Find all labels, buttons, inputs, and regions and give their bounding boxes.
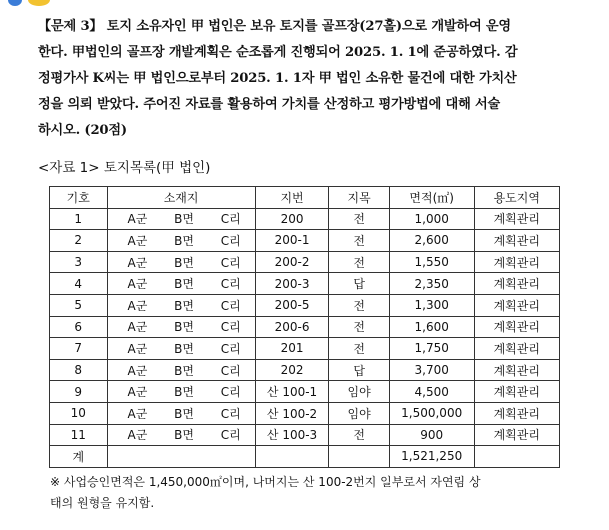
table-row — [50, 381, 560, 403]
cell-no: 9 — [50, 381, 108, 403]
cell-lot-number: 200-3 — [255, 273, 329, 295]
cell-lot-number: 산 100-2 — [255, 402, 329, 424]
cell-zoning: 계획관리 — [474, 251, 559, 273]
footnote-line: ※ 사업승인면적은 1,450,000㎡이며, 나머지는 산 100-2번지 일부로서 자연림 상 — [50, 475, 481, 489]
cell-location — [107, 359, 255, 381]
cell-gun: A군 — [127, 298, 148, 313]
cell-gun: A군 — [127, 406, 148, 421]
cell-ri: C리 — [220, 406, 241, 421]
cell-area: 1,500,000 — [389, 402, 474, 424]
table-row — [50, 294, 560, 316]
logo-blue-shape — [8, 0, 22, 6]
cell-no: 5 — [50, 294, 108, 316]
table-total-row — [50, 446, 560, 468]
table-header-row — [50, 187, 560, 209]
cell-lot-number: 산 100-3 — [255, 424, 329, 446]
cell-myeon: B면 — [174, 233, 194, 248]
cell-area: 1,300 — [389, 294, 474, 316]
cell-lot-number: 200-2 — [255, 251, 329, 273]
cell-land-category: 전 — [329, 251, 389, 273]
cell-gun: A군 — [127, 320, 148, 335]
cell-land-category: 답 — [329, 359, 389, 381]
cell-myeon: B면 — [174, 255, 194, 270]
cell-area: 900 — [389, 424, 474, 446]
header-location: 소재지 — [107, 187, 255, 209]
cell-zoning: 계획관리 — [474, 338, 559, 360]
problem-line: 정평가사 K씨는 甲 법인으로부터 2025. 1. 1자 甲 법인 소유한 물건에 대한 가치산 — [38, 71, 517, 86]
cell-area: 1,550 — [389, 251, 474, 273]
land-list-table — [49, 186, 560, 468]
cell-land-category: 전 — [329, 424, 389, 446]
cell-gun: A군 — [127, 428, 148, 443]
cell-land-category: 전 — [329, 338, 389, 360]
problem-line: 정을 의뢰 받았다. 주어진 자료를 활용하여 가치를 산정하고 평가방법에 대해 서술 — [38, 97, 501, 112]
cell-lot-number: 200 — [255, 208, 329, 230]
cell-location — [107, 273, 255, 295]
cell-zoning: 계획관리 — [474, 359, 559, 381]
cell-ri: C리 — [220, 385, 241, 400]
cell-myeon: B면 — [174, 277, 194, 292]
cell-gun: A군 — [127, 212, 148, 227]
cell-location — [107, 424, 255, 446]
cell-lot-number: 산 100-1 — [255, 381, 329, 403]
logo-yellow-shape — [28, 0, 50, 6]
cell-location — [107, 338, 255, 360]
cell-ri: C리 — [220, 320, 241, 335]
cell-location — [107, 230, 255, 252]
total-label: 계 — [50, 446, 108, 468]
problem-line: 한다. 甲법인의 골프장 개발계획은 순조롭게 진행되어 2025. 1. 1에 준공하였다. 감 — [38, 45, 518, 60]
table-row — [50, 316, 560, 338]
cell-lot-number: 200-5 — [255, 294, 329, 316]
total-empty-cell — [474, 446, 559, 468]
table-row — [50, 338, 560, 360]
cell-no: 11 — [50, 424, 108, 446]
cell-zoning: 계획관리 — [474, 208, 559, 230]
cell-zoning: 계획관리 — [474, 273, 559, 295]
cell-gun: A군 — [127, 233, 148, 248]
cell-zoning: 계획관리 — [474, 424, 559, 446]
table-row — [50, 402, 560, 424]
cell-land-category: 임야 — [329, 381, 389, 403]
cell-gun: A군 — [127, 363, 148, 378]
cell-myeon: B면 — [174, 385, 194, 400]
cell-location — [107, 251, 255, 273]
cell-no: 6 — [50, 316, 108, 338]
cell-area: 2,600 — [389, 230, 474, 252]
table-row — [50, 424, 560, 446]
cell-area: 3,700 — [389, 359, 474, 381]
cell-no: 8 — [50, 359, 108, 381]
cell-zoning: 계획관리 — [474, 294, 559, 316]
cell-land-category: 답 — [329, 273, 389, 295]
total-empty-cell — [255, 446, 329, 468]
footnote-line: 태의 원형을 유지함. — [50, 496, 155, 510]
problem-line: 하시오. (20점) — [38, 123, 127, 138]
cell-land-category: 전 — [329, 316, 389, 338]
cell-myeon: B면 — [174, 341, 194, 356]
header-zoning: 용도지역 — [474, 187, 559, 209]
cell-ri: C리 — [220, 212, 241, 227]
cell-lot-number: 200-6 — [255, 316, 329, 338]
cell-location — [107, 316, 255, 338]
cell-no: 7 — [50, 338, 108, 360]
cell-area: 1,000 — [389, 208, 474, 230]
table-row — [50, 273, 560, 295]
footnote — [50, 472, 565, 514]
cell-location — [107, 381, 255, 403]
cell-land-category: 전 — [329, 230, 389, 252]
cell-no: 10 — [50, 402, 108, 424]
header-no: 기호 — [50, 187, 108, 209]
cell-myeon: B면 — [174, 298, 194, 313]
cell-ri: C리 — [220, 428, 241, 443]
cell-no: 2 — [50, 230, 108, 252]
header-lot-number: 지번 — [255, 187, 329, 209]
header-land-category: 지목 — [329, 187, 389, 209]
cell-no: 4 — [50, 273, 108, 295]
cell-location — [107, 402, 255, 424]
total-empty-cell — [107, 446, 255, 468]
cell-myeon: B면 — [174, 406, 194, 421]
cell-myeon: B면 — [174, 212, 194, 227]
total-empty-cell — [329, 446, 389, 468]
cell-gun: A군 — [127, 277, 148, 292]
cell-lot-number: 201 — [255, 338, 329, 360]
cell-myeon: B면 — [174, 428, 194, 443]
cell-ri: C리 — [220, 363, 241, 378]
cell-zoning: 계획관리 — [474, 402, 559, 424]
cell-no: 1 — [50, 208, 108, 230]
cell-zoning: 계획관리 — [474, 230, 559, 252]
cell-myeon: B면 — [174, 363, 194, 378]
cell-location — [107, 294, 255, 316]
cell-ri: C리 — [220, 277, 241, 292]
cell-ri: C리 — [220, 341, 241, 356]
problem-statement — [38, 14, 568, 144]
cell-gun: A군 — [127, 341, 148, 356]
header-area: 면적(㎡) — [389, 187, 474, 209]
total-area: 1,521,250 — [389, 446, 474, 468]
cell-gun: A군 — [127, 255, 148, 270]
cell-area: 2,350 — [389, 273, 474, 295]
cell-land-category: 임야 — [329, 402, 389, 424]
cell-land-category: 전 — [329, 208, 389, 230]
section-title: <자료 1> 토지목록(甲 법인) — [38, 160, 211, 176]
cell-lot-number: 202 — [255, 359, 329, 381]
cell-ri: C리 — [220, 255, 241, 270]
table-row — [50, 359, 560, 381]
cell-area: 1,600 — [389, 316, 474, 338]
cell-lot-number: 200-1 — [255, 230, 329, 252]
cell-ri: C리 — [220, 233, 241, 248]
cell-ri: C리 — [220, 298, 241, 313]
cell-location — [107, 208, 255, 230]
cell-myeon: B면 — [174, 320, 194, 335]
problem-line: 【문제 3】 토지 소유자인 甲 법인은 보유 토지를 골프장(27홀)으로 개발하여 운영 — [38, 19, 511, 34]
table-row — [50, 230, 560, 252]
cell-area: 1,750 — [389, 338, 474, 360]
cell-area: 4,500 — [389, 381, 474, 403]
table-row — [50, 208, 560, 230]
cell-zoning: 계획관리 — [474, 381, 559, 403]
cell-land-category: 전 — [329, 294, 389, 316]
cell-zoning: 계획관리 — [474, 316, 559, 338]
cell-no: 3 — [50, 251, 108, 273]
table-row — [50, 251, 560, 273]
logo-fragment — [0, 0, 60, 6]
cell-gun: A군 — [127, 385, 148, 400]
